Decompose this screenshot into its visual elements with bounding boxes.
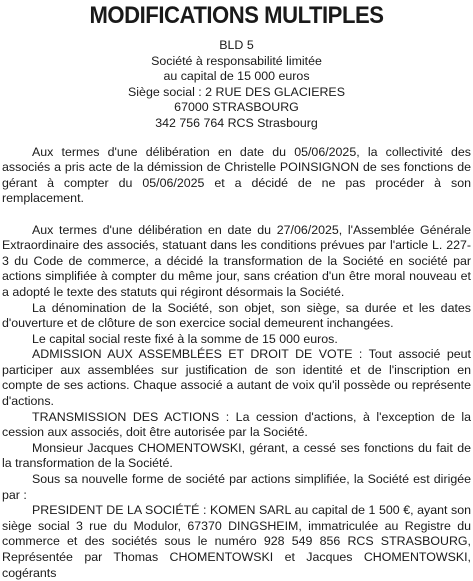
paragraph-new-form: Sous sa nouvelle forme de société par actions simplifiée, la Société est dirigée par :	[2, 472, 471, 502]
paragraph-admission: ADMISSION AUX ASSEMBLÉES ET DROIT DE VOTE : Tout associé peut participer aux assemblées sur justification de son identité et de l'inscription en compte de ses actions. Chaque associé a autant de voix qu'il possède ou représente d'actions.	[2, 347, 471, 409]
company-registration: 342 756 764 RCS Strasbourg	[155, 115, 318, 130]
notice-body	[2, 145, 471, 581]
company-address-line2: 67000 STRASBOURG	[174, 100, 299, 115]
company-block	[2, 38, 471, 132]
paragraph-unchanged: La dénomination de la Société, son objet, son siège, sa durée et les dates d'ouverture et de clôture de son exercice social demeurent inchangées.	[2, 300, 471, 331]
notice-title: MODIFICATIONS MULTIPLES	[89, 2, 384, 29]
paragraph-transformation: Aux termes d'une délibération en date du 27/06/2025, l'Assemblée Générale Extraordinaire des associés, statuant dans les conditions prévues par l'article L. 227-3 du Code de commerce, a décidé la transformation de la Société en société par actions simplifiée à compter du même jour, sans création d'un être moral nouveau et a adopté le texte des statuts qui régiront désormais la Société.	[2, 222, 471, 299]
company-capital: au capital de 15 000 euros	[163, 69, 310, 84]
paragraph-manager-ceased: Monsieur Jacques CHOMENTOWSKI, gérant, a cessé ses fonctions du fait de la transformation de la Société.	[2, 440, 471, 471]
paragraph-president: PRESIDENT DE LA SOCIÉTÉ : KOMEN SARL au capital de 1 500 €, ayant son siège social 3 rue du Modulor, 67370 DINGSHEIM, immatriculée au Registre du commerce et des sociétés sous le numéro 928 549 856 RCS STRASBOURG, Représentée par Thomas CHOMENTOWSKI et Jacques CHOMENTOWSKI, cogérants	[2, 503, 471, 580]
company-name: BLD 5	[219, 38, 254, 52]
paragraph-transmission: TRANSMISSION DES ACTIONS : La cession d'actions, à l'exception de la cession aux associés, doit être autorisée par la Société.	[2, 409, 471, 440]
paragraph-resignation: Aux termes d'une délibération en date du 05/06/2025, la collectivité des associés a pris acte de la démission de Christelle POINSIGNON de ses fonctions de gérant à compter du 05/06/2025 et a décidé de ne pas procéder à son remplacement.	[2, 144, 471, 206]
paragraph-capital: Le capital social reste fixé à la somme de 15 000 euros.	[32, 331, 338, 346]
company-form: Société à responsabilité limitée	[151, 53, 322, 68]
company-address-line1: Siège social : 2 RUE DES GLACIERES	[128, 84, 345, 99]
